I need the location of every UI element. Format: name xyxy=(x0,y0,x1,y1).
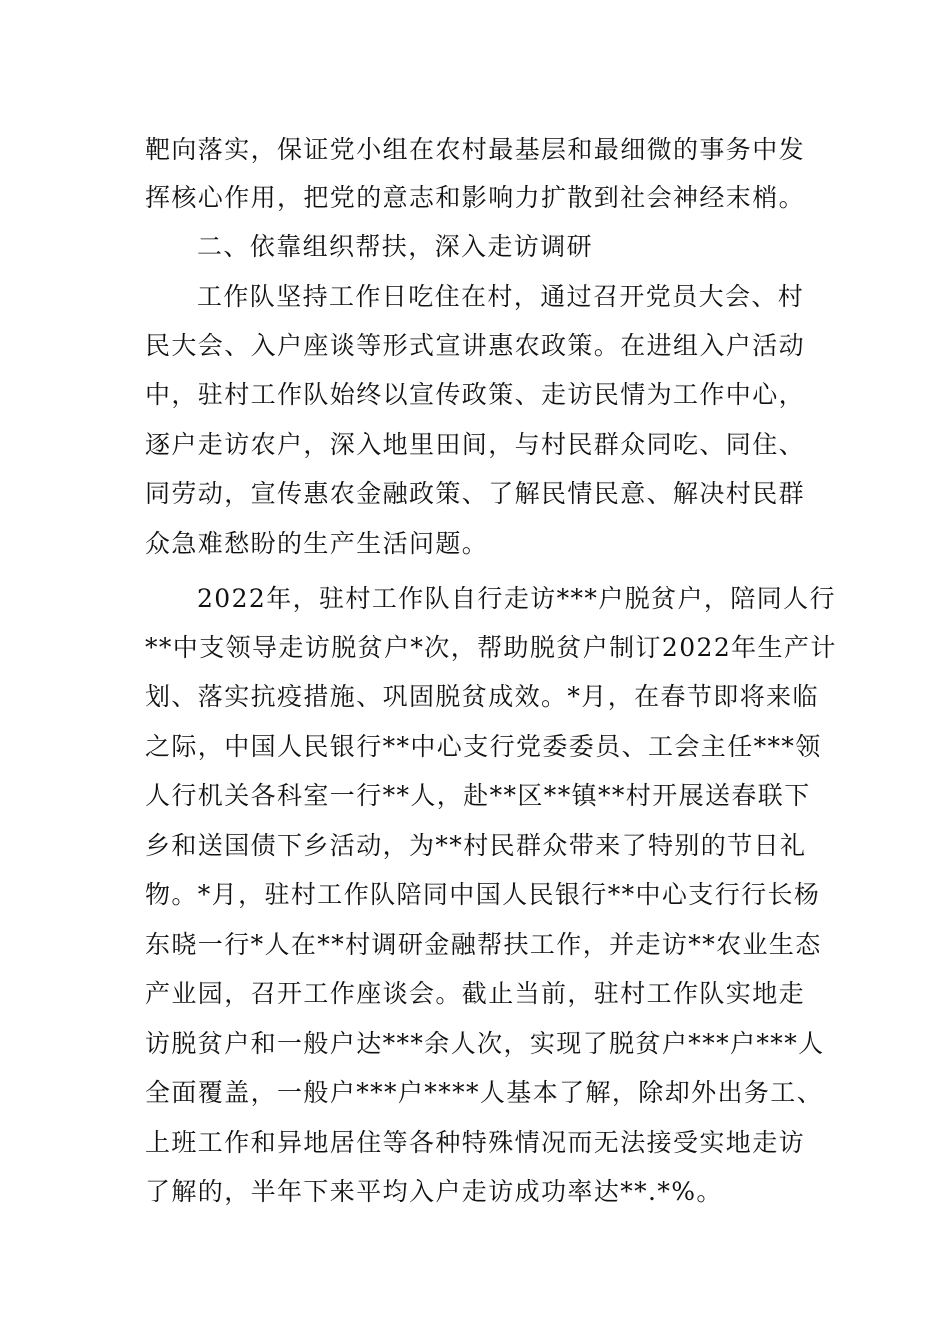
text-line: 东晓一行*人在**村调研金融帮扶工作，并走访**农业生态 xyxy=(145,930,822,959)
text-line: 了解的，半年下来平均入户走访成功率达**.*%。 xyxy=(145,1177,723,1206)
text-line: 物。*月，驻村工作队陪同中国人民银行**中心支行行长杨 xyxy=(145,880,821,909)
text-line: 民大会、入户座谈等形式宣讲惠农政策。在进组入户活动 xyxy=(145,331,806,360)
text-line: 同劳动，宣传惠农金融政策、了解民情民意、解决村民群 xyxy=(145,479,806,508)
section-heading: 二、依靠组织帮扶，深入走访调研 xyxy=(197,232,594,261)
text-line: 产业园，召开工作座谈会。截止当前，驻村工作队实地走 xyxy=(145,979,806,1008)
text-line: 访脱贫户和一般户达***余人次，实现了脱贫户***户***人 xyxy=(145,1029,825,1058)
text-line: 之际，中国人民银行**中心支行党委委员、工会主任***领 xyxy=(145,732,822,761)
text-line: 靶向落实，保证党小组在农村最基层和最细微的事务中发 xyxy=(145,135,806,164)
text-line: 工作队坚持工作日吃住在村，通过召开党员大会、村 xyxy=(197,282,805,311)
text-line: 乡和送国债下乡活动，为**村民群众带来了特别的节日礼 xyxy=(145,831,807,860)
text-line: **中支领导走访脱贫户*次，帮助脱贫户制订2022年生产计 xyxy=(145,633,837,662)
text-line: 划、落实抗疫措施、巩固脱贫成效。*月，在春节即将来临 xyxy=(145,682,819,711)
text-line: 挥核心作用，把党的意志和影响力扩散到社会神经末梢。 xyxy=(145,183,806,212)
text-line: 中，驻村工作队始终以宣传政策、走访民情为工作中心， xyxy=(145,380,806,409)
text-line: 全面覆盖，一般户***户****人基本了解，除却外出务工、 xyxy=(145,1078,824,1107)
text-line: 2022年，驻村工作队自行走访***户脱贫户，陪同人行 xyxy=(197,584,836,613)
text-line: 上班工作和异地居住等各种特殊情况而无法接受实地走访 xyxy=(145,1128,806,1157)
text-line: 人行机关各科室一行**人，赴**区**镇**村开展送春联下 xyxy=(145,781,811,810)
text-line: 逐户走访农户，深入地里田间，与村民群众同吃、同住、 xyxy=(145,430,806,459)
text-line: 众急难愁盼的生产生活问题。 xyxy=(145,529,489,558)
